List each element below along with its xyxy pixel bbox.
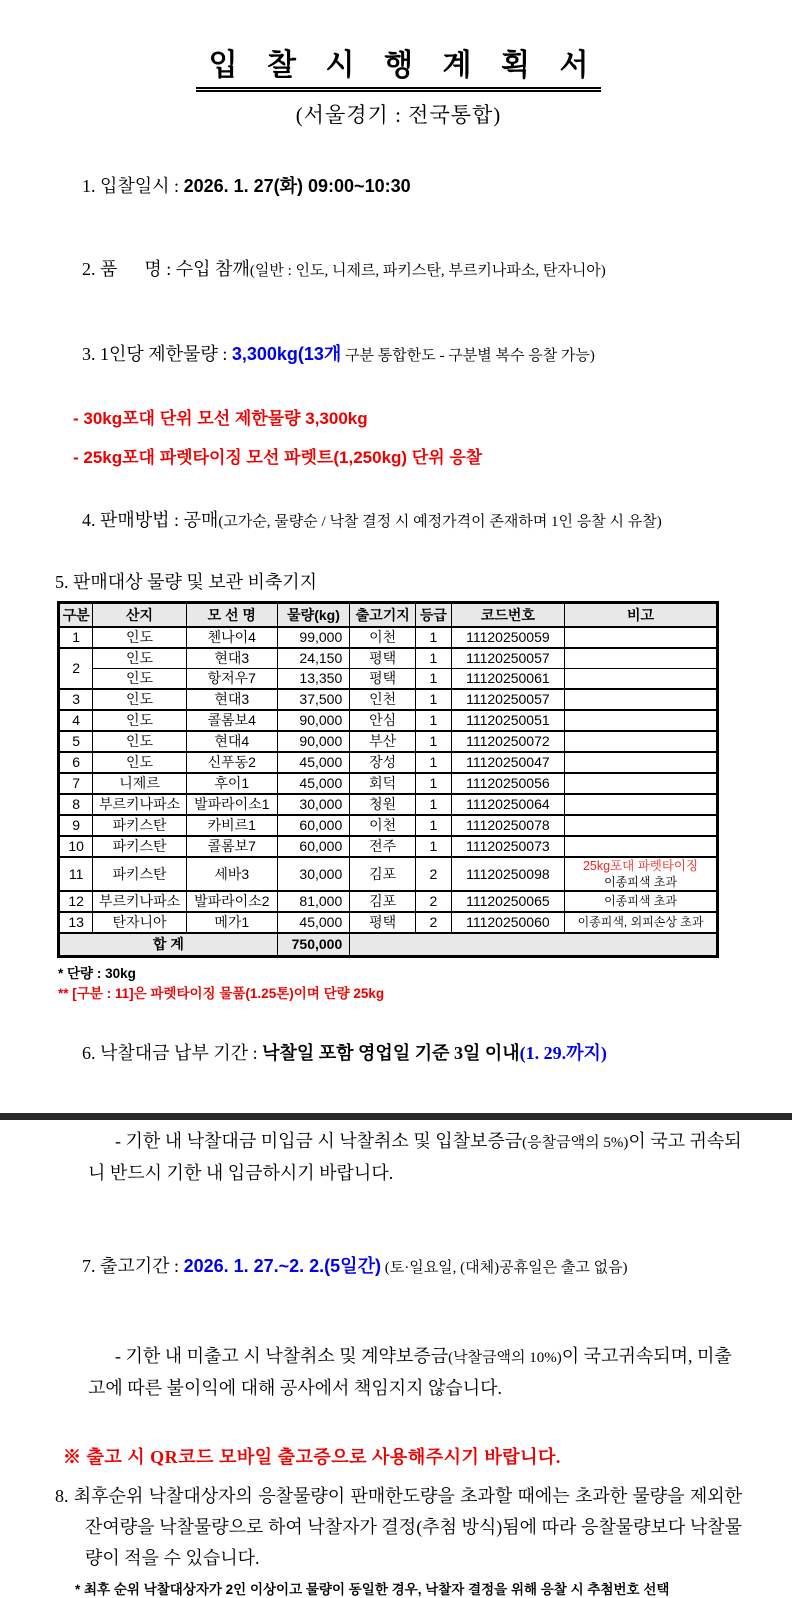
cell-grade: 1	[416, 689, 452, 710]
cell-note: 25kg포대 파렛타이징 이종피색 초과	[565, 857, 718, 891]
cell-qty: 45,000	[277, 752, 349, 773]
cell-qty: 90,000	[277, 731, 349, 752]
column-header: 구분	[59, 603, 93, 628]
cell-qty: 60,000	[277, 836, 349, 857]
column-header: 출고기지	[350, 603, 416, 628]
table-row	[59, 648, 718, 669]
item-last-rank-rule: 8. 최후순위 낙찰대상자의 응찰물량이 판매한도량을 초과할 때에는 초과한 물량을 제외한 잔여량을 낙찰물량으로 하여 낙찰자가 결정(추첨 방식)됨에 따라 응찰물량보다 낙찰물량이 적을 수 있습니다.	[55, 1486, 747, 1568]
cell-origin: 부르키나파소	[93, 794, 187, 815]
table-row	[59, 857, 718, 891]
column-header: 비고	[565, 603, 718, 628]
cell-note	[565, 689, 718, 710]
table-row	[59, 710, 718, 731]
page-subtitle: (서울경기 : 전국통합)	[295, 103, 502, 127]
cell-note	[565, 773, 718, 794]
cell-vessel: 카비르1	[186, 815, 277, 836]
table-row	[59, 627, 718, 648]
item-bid-datetime	[55, 152, 742, 221]
cell-note	[565, 815, 718, 836]
item-product-name	[55, 235, 742, 306]
title-block	[55, 0, 742, 92]
item-payment-period	[55, 1019, 742, 1088]
item2-value: 수입 참깨	[175, 259, 250, 279]
item6-sub-pre: - 기한 내 낙찰대금 미입금 시 낙찰취소 및 입찰보증금	[115, 1131, 523, 1151]
cell-depot: 평택	[350, 669, 416, 690]
cell-gubun: 12	[59, 891, 93, 912]
item7-sub-paren: (낙찰금액의 10%)	[448, 1350, 562, 1366]
cell-depot: 김포	[350, 857, 416, 891]
cell-gubun: 2	[59, 648, 93, 689]
cell-grade: 1	[416, 627, 452, 648]
cell-gubun: 3	[59, 689, 93, 710]
column-header: 코드번호	[451, 603, 564, 628]
cell-qty: 37,500	[277, 689, 349, 710]
cell-grade: 1	[416, 752, 452, 773]
table-row	[59, 912, 718, 933]
table-row	[59, 836, 718, 857]
cell-grade: 1	[416, 731, 452, 752]
window-bottom-edge	[0, 1113, 792, 1120]
cell-gubun: 7	[59, 773, 93, 794]
cell-origin: 인도	[93, 627, 187, 648]
item4-paren: (고가순, 물량순 / 낙찰 결정 시 예정가격이 존재하며 1인 응찰 시 유찰)	[218, 514, 662, 530]
cell-grade: 1	[416, 815, 452, 836]
cell-depot: 인천	[350, 689, 416, 710]
cell-depot: 이천	[350, 815, 416, 836]
cell-grade: 2	[416, 891, 452, 912]
cell-vessel: 콜롬보7	[186, 836, 277, 857]
item8-footnote: * 최후 순위 낙찰대상자가 2인 이상이고 물량이 동일한 경우, 낙찰자 결정을 위해 응찰 시 추첨번호 선택	[75, 1582, 670, 1597]
qr-code-notice: ※ 출고 시 QR코드 모바일 출고증으로 사용해주시기 바랍니다.	[63, 1447, 561, 1467]
cell-code: 11120250057	[451, 648, 564, 669]
cell-qty: 90,000	[277, 710, 349, 731]
table-row	[59, 752, 718, 773]
lots-table	[57, 601, 719, 958]
item-sale-method	[55, 486, 742, 557]
cell-depot: 평택	[350, 648, 416, 669]
cell-note	[565, 710, 718, 731]
cell-vessel: 후이1	[186, 773, 277, 794]
item3-paren: 구분 통합한도 - 구분별 복수 응찰 가능)	[341, 348, 595, 364]
cell-vessel: 항저우7	[186, 669, 277, 690]
cell-origin: 부르키나파소	[93, 891, 187, 912]
cell-origin: 니제르	[93, 773, 187, 794]
cell-note	[565, 669, 718, 690]
cell-origin: 인도	[93, 710, 187, 731]
cell-gubun: 8	[59, 794, 93, 815]
cell-code: 11120250061	[451, 669, 564, 690]
item3-subnote-25kg: - 25kg포대 파렛타이징 모선 파렛트(1,250kg) 단위 응찰	[73, 448, 483, 467]
cell-grade: 1	[416, 836, 452, 857]
cell-depot: 평택	[350, 912, 416, 933]
cell-code: 11120250073	[451, 836, 564, 857]
cell-vessel: 첸나이4	[186, 627, 277, 648]
cell-note	[565, 794, 718, 815]
cell-grade: 1	[416, 710, 452, 731]
cell-note	[565, 836, 718, 857]
cell-vessel: 콜롬보4	[186, 710, 277, 731]
item2-label: 2. 품 명 :	[82, 259, 176, 279]
cell-grade: 1	[416, 648, 452, 669]
cell-vessel: 현대3	[186, 689, 277, 710]
cell-origin: 인도	[93, 689, 187, 710]
item7-paren: (토·일요일, (대체)공휴일은 출고 없음)	[380, 1260, 628, 1276]
column-header: 등급	[416, 603, 452, 628]
cell-note	[565, 627, 718, 648]
cell-grade: 2	[416, 857, 452, 891]
cell-gubun: 6	[59, 752, 93, 773]
table-row	[59, 815, 718, 836]
table-total-row	[59, 933, 718, 957]
cell-origin: 인도	[93, 669, 187, 690]
cell-note: 이종피색 초과	[565, 891, 718, 912]
cell-qty: 24,150	[277, 648, 349, 669]
item2-paren: (일반 : 인도, 니제르, 파키스탄, 부르키나파소, 탄자니아)	[249, 263, 606, 279]
item3-highlight: 3,300kg(13개	[231, 344, 342, 364]
cell-origin: 인도	[93, 648, 187, 669]
item7-subnote	[55, 1311, 742, 1433]
cell-code: 11120250047	[451, 752, 564, 773]
cell-note	[565, 648, 718, 669]
item6-sub-post: 이 국고 귀속되니 반드시 기한 내 입금하시기 바랍니다.	[88, 1131, 742, 1183]
table-footnote-unit: * 단량 : 30kg	[58, 966, 136, 981]
cell-code: 11120250078	[451, 815, 564, 836]
column-header: 모 선 명	[186, 603, 277, 628]
cell-qty: 99,000	[277, 627, 349, 648]
cell-origin: 파키스탄	[93, 857, 187, 891]
cell-code: 11120250065	[451, 891, 564, 912]
lots-table-body	[59, 627, 718, 957]
cell-vessel: 발파라이소2	[186, 891, 277, 912]
item7-label: 7. 출고기간 :	[82, 1256, 184, 1276]
cell-gubun: 10	[59, 836, 93, 857]
cell-depot: 전주	[350, 836, 416, 857]
item1-value: 2026. 1. 27(화) 09:00~10:30	[183, 176, 411, 196]
item-release-period	[55, 1232, 742, 1303]
total-empty	[350, 933, 718, 957]
item-sale-target: 5. 판매대상 물량 및 보관 비축기지	[55, 572, 318, 592]
cell-gubun: 4	[59, 710, 93, 731]
item1-label: 1. 입찰일시 :	[82, 176, 184, 196]
cell-gubun: 9	[59, 815, 93, 836]
cell-origin: 인도	[93, 731, 187, 752]
column-header: 물량(kg)	[277, 603, 349, 628]
cell-code: 11120250056	[451, 773, 564, 794]
cell-grade: 1	[416, 794, 452, 815]
item7-sub-post: 이 국고귀속되며, 미출고에 따른 불이익에 대해 공사에서 책임지지 않습니다.	[88, 1346, 732, 1398]
table-row	[59, 891, 718, 912]
cell-code: 11120250057	[451, 689, 564, 710]
cell-note	[565, 731, 718, 752]
cell-note	[565, 752, 718, 773]
cell-depot: 이천	[350, 627, 416, 648]
cell-vessel: 현대4	[186, 731, 277, 752]
item3-label: 3. 1인당 제한물량 :	[82, 344, 232, 364]
cell-origin: 인도	[93, 752, 187, 773]
cell-vessel: 세바3	[186, 857, 277, 891]
cell-depot: 부산	[350, 731, 416, 752]
cell-qty: 30,000	[277, 794, 349, 815]
cell-note: 이종피색, 외피손상 초과	[565, 912, 718, 933]
cell-code: 11120250060	[451, 912, 564, 933]
cell-qty: 60,000	[277, 815, 349, 836]
item7-sub-pre: - 기한 내 미출고 시 낙찰취소 및 계약보증금	[115, 1346, 449, 1366]
cell-depot: 청원	[350, 794, 416, 815]
page-title: 입 찰 시 행 계 획 서	[196, 40, 602, 92]
cell-grade: 2	[416, 912, 452, 933]
item4-value: 공매	[183, 510, 219, 530]
cell-depot: 장성	[350, 752, 416, 773]
cell-qty: 45,000	[277, 912, 349, 933]
cell-code: 11120250064	[451, 794, 564, 815]
table-row	[59, 731, 718, 752]
cell-vessel: 발파라이소1	[186, 794, 277, 815]
total-label: 합 계	[59, 933, 278, 957]
cell-origin: 파키스탄	[93, 836, 187, 857]
table-row	[59, 794, 718, 815]
cell-qty: 81,000	[277, 891, 349, 912]
cell-gubun: 13	[59, 912, 93, 933]
table-row	[59, 669, 718, 690]
column-header: 산지	[93, 603, 187, 628]
lots-table-header-row	[59, 603, 718, 628]
table-row	[59, 773, 718, 794]
item4-label: 4. 판매방법 :	[82, 510, 184, 530]
item6-label: 6. 낙찰대금 납부 기간 :	[82, 1043, 263, 1063]
cell-qty: 45,000	[277, 773, 349, 794]
cell-qty: 13,350	[277, 669, 349, 690]
item6-sub-paren: (응찰금액의 5%)	[522, 1135, 629, 1151]
cell-vessel: 메가1	[186, 912, 277, 933]
cell-origin: 파키스탄	[93, 815, 187, 836]
cell-depot: 김포	[350, 891, 416, 912]
cell-gubun: 1	[59, 627, 93, 648]
item6-bold: 낙찰일 포함 영업일 기준 3일 이내	[262, 1043, 520, 1063]
cell-depot: 안심	[350, 710, 416, 731]
table-row	[59, 689, 718, 710]
cell-vessel: 현대3	[186, 648, 277, 669]
table-footnote-pallet: ** [구분 : 11]은 파렛타이징 물품(1.25톤)이며 단량 25kg	[58, 986, 385, 1001]
item-quantity-limit	[55, 320, 742, 391]
cell-code: 11120250059	[451, 627, 564, 648]
item7-highlight: 2026. 1. 27.~2. 2.(5일간)	[183, 1256, 381, 1276]
cell-grade: 1	[416, 773, 452, 794]
cell-grade: 1	[416, 669, 452, 690]
item3-subnote-30kg: - 30kg포대 단위 모선 제한물량 3,300kg	[73, 409, 368, 428]
cell-qty: 30,000	[277, 857, 349, 891]
cell-origin: 탄자니아	[93, 912, 187, 933]
cell-code: 11120250098	[451, 857, 564, 891]
cell-gubun: 5	[59, 731, 93, 752]
total-qty: 750,000	[277, 933, 349, 957]
item6-highlight: (1. 29.까지)	[519, 1043, 607, 1063]
cell-vessel: 신푸동2	[186, 752, 277, 773]
cell-gubun: 11	[59, 857, 93, 891]
cell-code: 11120250051	[451, 710, 564, 731]
cell-code: 11120250072	[451, 731, 564, 752]
cell-depot: 회덕	[350, 773, 416, 794]
